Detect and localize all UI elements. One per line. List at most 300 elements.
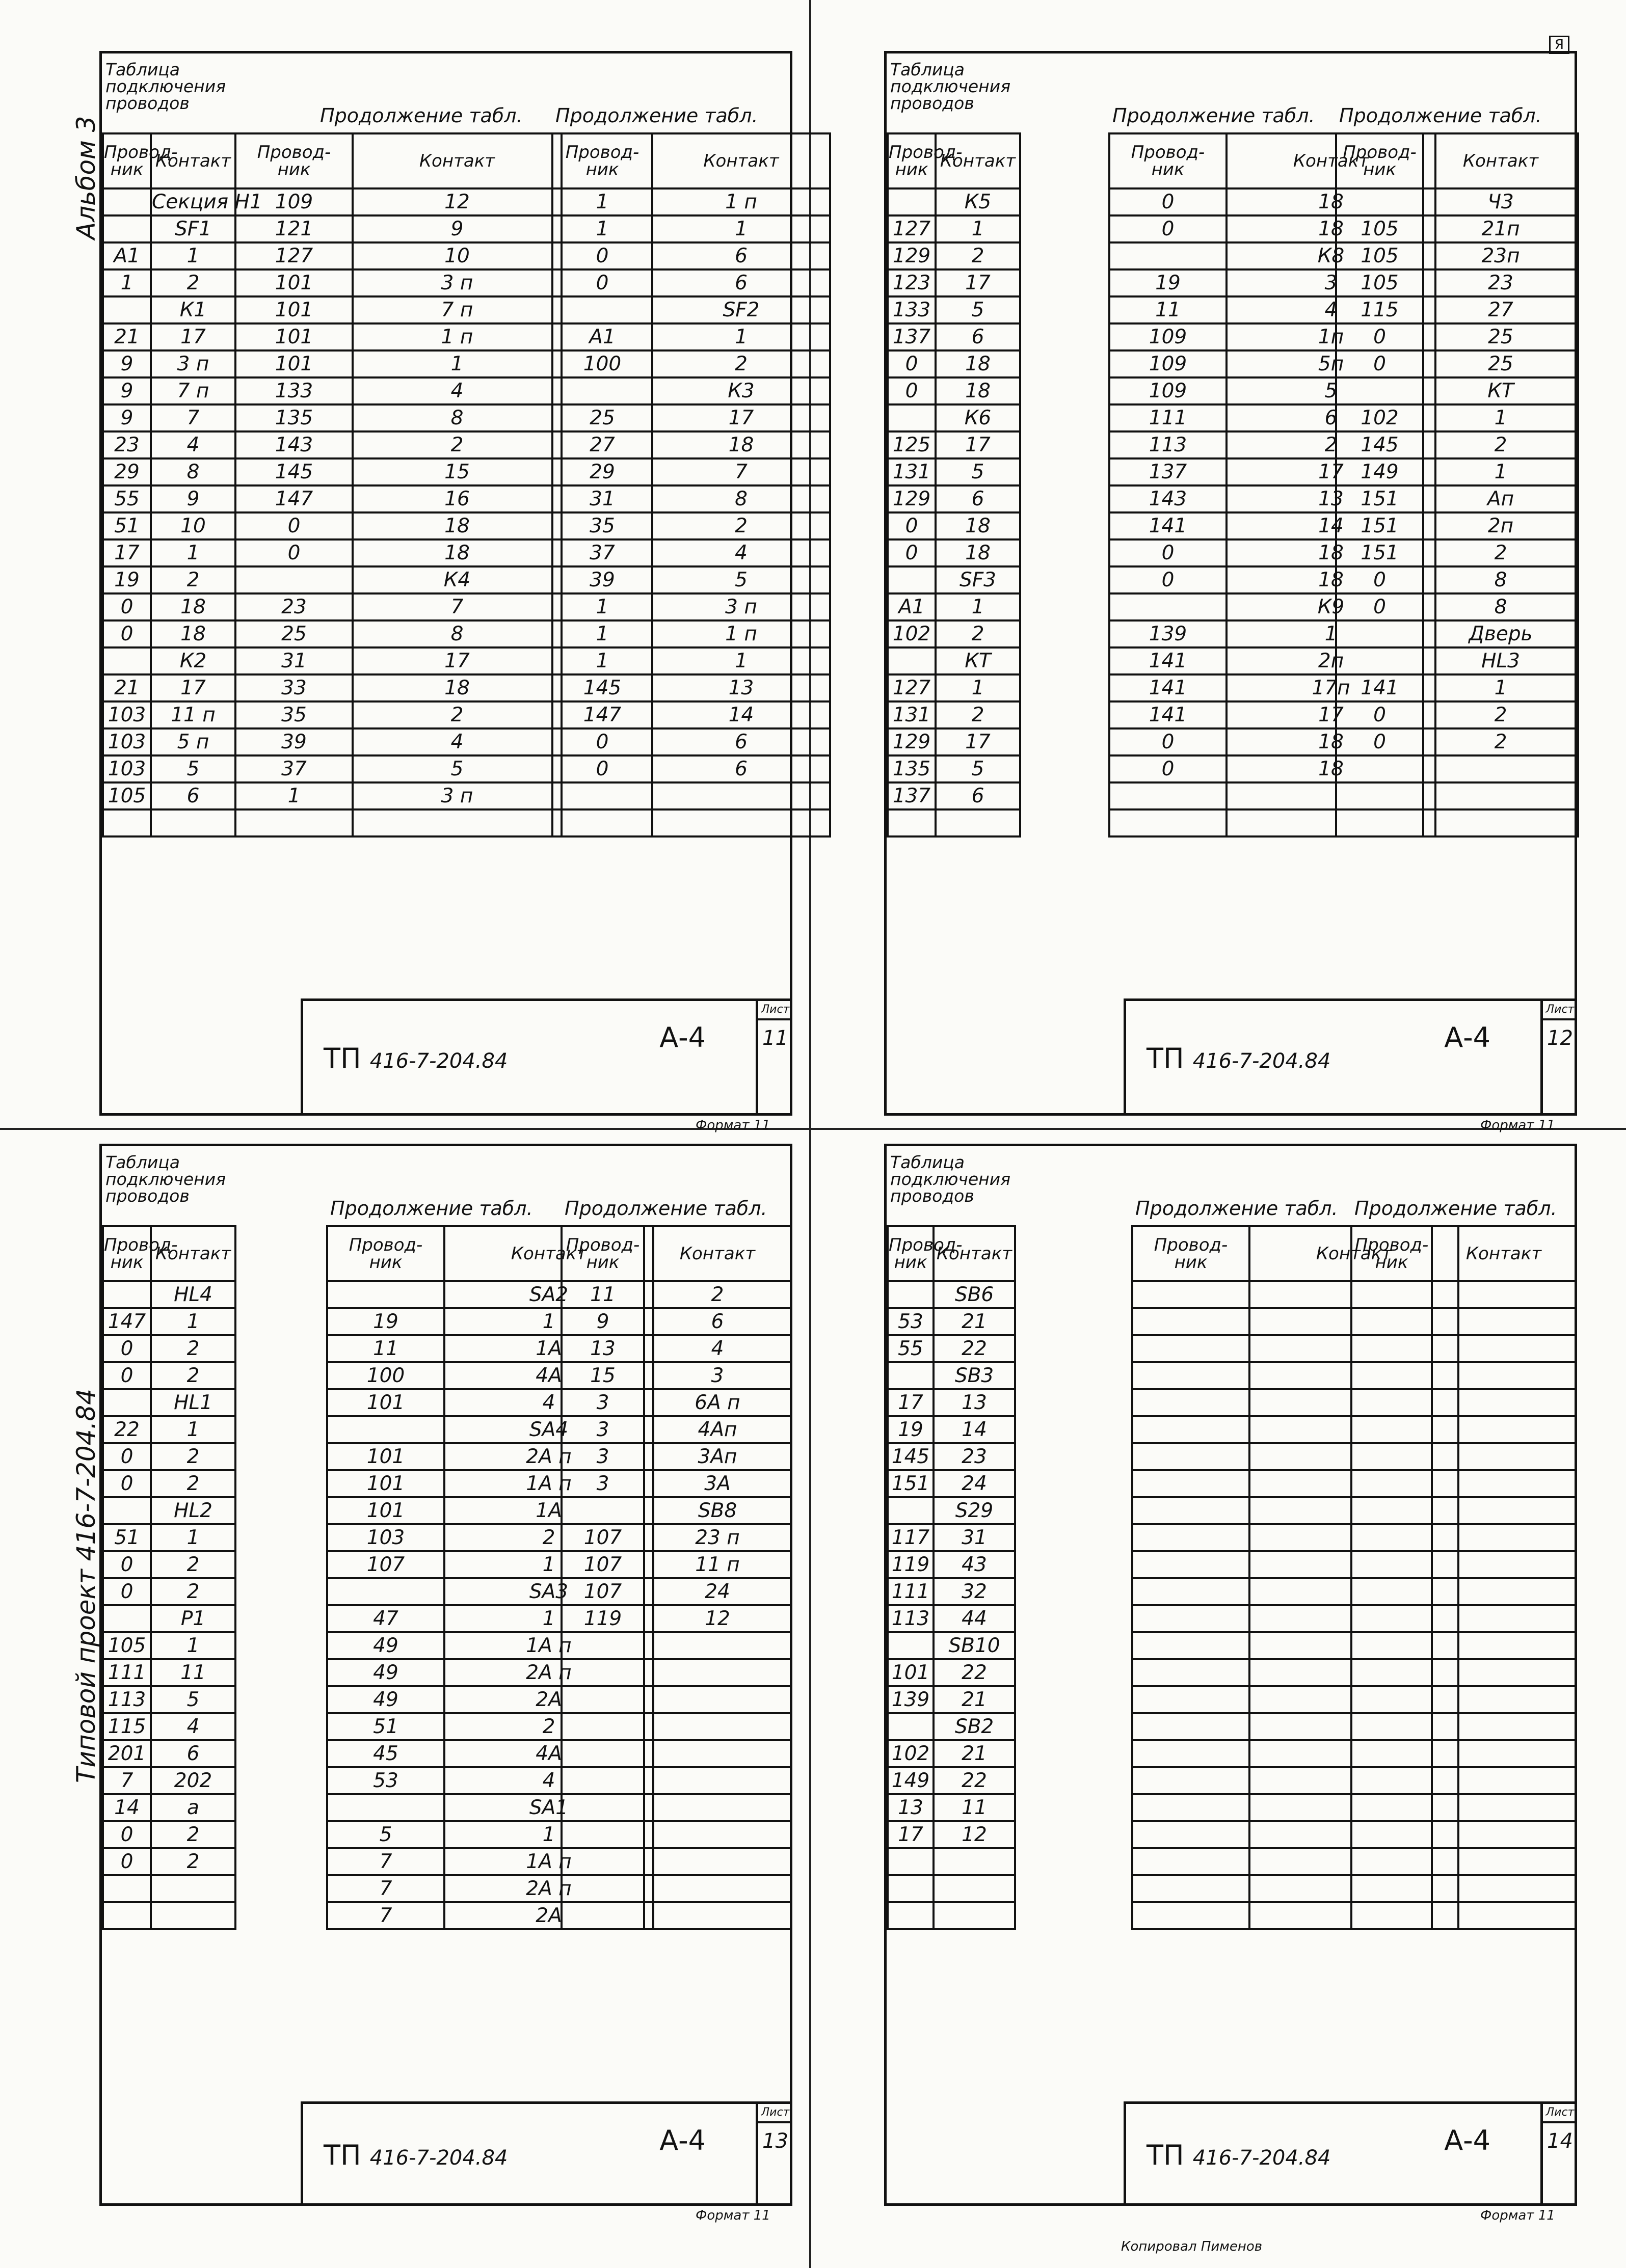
table-row bbox=[103, 377, 235, 404]
wire-cell: 19 bbox=[103, 566, 151, 593]
contact-cell: 2 bbox=[936, 701, 1020, 728]
table-row bbox=[235, 566, 562, 593]
document-code bbox=[1147, 2139, 1330, 2171]
contact-cell: 4 bbox=[353, 728, 562, 755]
contact-cell: 4 bbox=[652, 539, 830, 566]
contact-cell: 9 bbox=[151, 485, 235, 512]
wire-cell: 0 bbox=[1336, 728, 1423, 755]
wire-cell: 111 bbox=[103, 1659, 151, 1686]
table-row bbox=[1336, 404, 1578, 431]
table-row bbox=[1336, 431, 1578, 458]
contact-cell: 14 bbox=[934, 1416, 1015, 1443]
contact-cell: 6 bbox=[936, 782, 1020, 809]
wire-cell: 101 bbox=[235, 296, 353, 323]
table-row bbox=[235, 728, 562, 755]
column-header-wire: Провод- ник bbox=[1132, 1226, 1249, 1281]
wire-cell bbox=[1351, 1578, 1432, 1605]
wire-cell: 101 bbox=[888, 1659, 934, 1686]
wire-cell: 55 bbox=[103, 485, 151, 512]
contact-cell: 15 bbox=[353, 458, 562, 485]
contact-cell: 1 bbox=[151, 1416, 235, 1443]
contact-cell bbox=[1432, 1767, 1576, 1794]
wire-cell: 127 bbox=[888, 215, 936, 242]
contact-cell: 17 bbox=[1227, 458, 1435, 485]
wire-cell: 101 bbox=[327, 1470, 444, 1497]
table-row bbox=[103, 1713, 235, 1740]
contact-cell: 3Ап bbox=[644, 1443, 791, 1470]
wire-cell: 117 bbox=[888, 1524, 934, 1551]
wire-cell: 9 bbox=[103, 377, 151, 404]
section-code: А-4 bbox=[1444, 1021, 1490, 1054]
table-row bbox=[888, 323, 1020, 350]
contact-cell: SB6 bbox=[934, 1281, 1015, 1308]
contact-cell bbox=[151, 809, 235, 836]
table-row bbox=[1351, 1659, 1576, 1686]
wire-cell: 51 bbox=[103, 1524, 151, 1551]
contact-cell: 1 bbox=[444, 1821, 653, 1848]
wire-cell: 3 bbox=[562, 1443, 644, 1470]
table-row bbox=[1351, 1686, 1576, 1713]
contact-cell: 12 bbox=[934, 1821, 1015, 1848]
continuation-title: Продолжение табл. bbox=[330, 1197, 533, 1220]
contact-cell: 1п bbox=[1227, 323, 1435, 350]
table-row bbox=[235, 323, 562, 350]
table-row bbox=[103, 485, 235, 512]
contact-cell: 2п bbox=[1423, 512, 1578, 539]
contact-cell: 3 bbox=[644, 1362, 791, 1389]
wire-cell: 0 bbox=[103, 1470, 151, 1497]
wire-cell bbox=[1336, 755, 1423, 782]
table-row bbox=[1351, 1740, 1576, 1767]
wire-cell: 143 bbox=[1109, 485, 1227, 512]
table-row bbox=[888, 1497, 1015, 1524]
wire-cell bbox=[888, 1902, 934, 1929]
table-row bbox=[888, 296, 1020, 323]
wire-cell: 121 bbox=[235, 215, 353, 242]
table-row bbox=[552, 188, 830, 215]
contact-cell: 1 bbox=[1423, 674, 1578, 701]
contact-cell: 2 bbox=[353, 431, 562, 458]
contact-cell bbox=[1432, 1659, 1576, 1686]
wire-cell: 21 bbox=[103, 674, 151, 701]
table-row bbox=[888, 1767, 1015, 1794]
contact-cell: 1А п bbox=[444, 1632, 653, 1659]
format-label: Формат 11 bbox=[696, 1118, 770, 1133]
wire-cell bbox=[327, 1416, 444, 1443]
contact-cell: 2п bbox=[1227, 647, 1435, 674]
wire-cell: 102 bbox=[1336, 404, 1423, 431]
contact-cell bbox=[1432, 1443, 1576, 1470]
contact-cell: 11 п bbox=[151, 701, 235, 728]
wire-cell: 0 bbox=[103, 620, 151, 647]
wire-cell: 100 bbox=[327, 1362, 444, 1389]
wire-cell: 145 bbox=[235, 458, 353, 485]
table-row bbox=[235, 296, 562, 323]
contact-cell: SF2 bbox=[652, 296, 830, 323]
contact-cell: 2 bbox=[151, 1470, 235, 1497]
sheet-label: Лист bbox=[1543, 1001, 1577, 1020]
contact-cell: 7 bbox=[353, 593, 562, 620]
contact-cell: 43 bbox=[934, 1551, 1015, 1578]
wire-cell bbox=[888, 1875, 934, 1902]
contact-cell: 2 bbox=[1423, 539, 1578, 566]
table-row bbox=[552, 242, 830, 269]
column-header-contact: Контакт bbox=[151, 133, 235, 188]
contact-cell bbox=[1423, 809, 1578, 836]
contact-cell: 14 bbox=[1227, 512, 1435, 539]
wire-cell bbox=[103, 1389, 151, 1416]
table-row bbox=[562, 1632, 791, 1659]
table-title: Таблица подключения проводов bbox=[890, 1152, 1011, 1206]
wire-cell: 19 bbox=[888, 1416, 934, 1443]
table-row bbox=[888, 431, 1020, 458]
contact-cell: 13 bbox=[934, 1389, 1015, 1416]
wire-cell bbox=[1351, 1443, 1432, 1470]
contact-cell: HL2 bbox=[151, 1497, 235, 1524]
wire-cell bbox=[1351, 1389, 1432, 1416]
contact-cell: 2 bbox=[353, 701, 562, 728]
table-row bbox=[103, 1740, 235, 1767]
table-row bbox=[888, 1794, 1015, 1821]
table-row bbox=[103, 701, 235, 728]
contact-cell: SB8 bbox=[644, 1497, 791, 1524]
continuation-title: Продолжение табл. bbox=[1354, 1197, 1557, 1220]
wire-cell: 105 bbox=[103, 1632, 151, 1659]
code-prefix: ТП bbox=[1147, 1042, 1193, 1074]
wire-cell: 127 bbox=[888, 674, 936, 701]
table-row bbox=[562, 1848, 791, 1875]
table-title: Таблица подключения проводов bbox=[890, 60, 1011, 113]
contact-cell bbox=[1432, 1713, 1576, 1740]
wire-cell bbox=[1336, 620, 1423, 647]
table-row bbox=[888, 566, 1020, 593]
wire-cell bbox=[327, 1578, 444, 1605]
table-row bbox=[888, 1848, 1015, 1875]
table-row bbox=[552, 620, 830, 647]
contact-cell bbox=[1432, 1416, 1576, 1443]
wire-cell: 1 bbox=[552, 215, 652, 242]
wire-cell: 0 bbox=[103, 1335, 151, 1362]
wire-cell bbox=[1336, 647, 1423, 674]
table-row bbox=[103, 458, 235, 485]
contact-cell: 1 п bbox=[652, 620, 830, 647]
wire-cell bbox=[1109, 242, 1227, 269]
contact-cell: 5 bbox=[652, 566, 830, 593]
column-header-contact: Контакт bbox=[1432, 1226, 1576, 1281]
wire-cell bbox=[1132, 1821, 1249, 1848]
contact-cell: 5 bbox=[936, 296, 1020, 323]
wire-cell: 37 bbox=[235, 755, 353, 782]
wire-cell: 123 bbox=[888, 269, 936, 296]
table-row bbox=[888, 1362, 1015, 1389]
wire-cell bbox=[1109, 782, 1227, 809]
column-header-contact: Контакт bbox=[936, 133, 1020, 188]
contact-cell: 17 bbox=[151, 674, 235, 701]
wire-cell: 109 bbox=[1109, 377, 1227, 404]
wire-cell: 133 bbox=[888, 296, 936, 323]
contact-cell: 1 п bbox=[652, 188, 830, 215]
contact-cell: К2 bbox=[151, 647, 235, 674]
sheet-number-box bbox=[1540, 1001, 1577, 1116]
table-row bbox=[1351, 1821, 1576, 1848]
contact-cell: 1 bbox=[151, 1308, 235, 1335]
contact-cell: 9 bbox=[353, 215, 562, 242]
wire-cell: 137 bbox=[888, 782, 936, 809]
table-row bbox=[888, 1821, 1015, 1848]
table-row bbox=[562, 1875, 791, 1902]
column-header-wire: Провод- ник bbox=[103, 133, 151, 188]
column-header-contact: Контакт bbox=[353, 133, 562, 188]
wire-cell bbox=[327, 1281, 444, 1308]
contact-cell: 6А п bbox=[644, 1389, 791, 1416]
wire-cell bbox=[888, 566, 936, 593]
contact-cell: 6 bbox=[151, 1740, 235, 1767]
table-row bbox=[888, 1659, 1015, 1686]
wire-cell bbox=[1336, 188, 1423, 215]
column-header-contact: Контакт bbox=[1423, 133, 1578, 188]
contact-cell bbox=[1432, 1686, 1576, 1713]
table-row bbox=[1336, 485, 1578, 512]
contact-cell: 17 bbox=[1227, 701, 1435, 728]
contact-cell: 5 bbox=[936, 755, 1020, 782]
contact-cell: 8 bbox=[1423, 566, 1578, 593]
contact-cell: 2 bbox=[444, 1524, 653, 1551]
contact-cell: 5 bbox=[151, 755, 235, 782]
code-number: 416-7-204.84 bbox=[1192, 1049, 1331, 1073]
document-code bbox=[1147, 1042, 1330, 1074]
contact-cell: 5 bbox=[151, 1686, 235, 1713]
table-row bbox=[562, 1389, 791, 1416]
table-row bbox=[103, 215, 235, 242]
wire-cell bbox=[1351, 1497, 1432, 1524]
contact-cell: SF1 bbox=[151, 215, 235, 242]
contact-cell: 1А bbox=[444, 1335, 653, 1362]
contact-cell bbox=[1432, 1740, 1576, 1767]
wire-cell bbox=[1109, 809, 1227, 836]
table-row bbox=[552, 809, 830, 836]
wire-cell: 141 bbox=[1336, 674, 1423, 701]
column-header-wire: Провод- ник bbox=[888, 133, 936, 188]
contact-cell: 2 bbox=[151, 1848, 235, 1875]
table-row bbox=[103, 1848, 235, 1875]
wire-cell: 151 bbox=[888, 1470, 934, 1497]
contact-cell: 2А п bbox=[444, 1659, 653, 1686]
table-row bbox=[1351, 1416, 1576, 1443]
copy-note: Копировал Пименов bbox=[1121, 2239, 1263, 2254]
table-row bbox=[235, 215, 562, 242]
table-row bbox=[1351, 1497, 1576, 1524]
table-row bbox=[888, 1605, 1015, 1632]
contact-cell: 2 bbox=[936, 242, 1020, 269]
contact-cell: 18 bbox=[1227, 566, 1435, 593]
table-row bbox=[888, 809, 1020, 836]
wire-cell: 113 bbox=[1109, 431, 1227, 458]
contact-cell bbox=[1432, 1605, 1576, 1632]
table-row bbox=[103, 782, 235, 809]
table-row bbox=[103, 809, 235, 836]
contact-cell bbox=[644, 1713, 791, 1740]
wire-cell bbox=[235, 566, 353, 593]
table-row bbox=[103, 674, 235, 701]
wire-cell: А1 bbox=[888, 593, 936, 620]
contact-cell: 2 bbox=[652, 350, 830, 377]
wire-cell: 101 bbox=[235, 269, 353, 296]
table-row bbox=[235, 431, 562, 458]
wire-cell bbox=[1351, 1605, 1432, 1632]
contact-cell bbox=[644, 1902, 791, 1929]
title-stamp bbox=[301, 998, 792, 1116]
wire-cell bbox=[1351, 1335, 1432, 1362]
wire-cell bbox=[1132, 1281, 1249, 1308]
table-row bbox=[888, 512, 1020, 539]
wire-cell: 139 bbox=[1109, 620, 1227, 647]
contact-cell: 1 bbox=[353, 350, 562, 377]
contact-cell: 17 bbox=[936, 269, 1020, 296]
contact-cell bbox=[644, 1632, 791, 1659]
contact-cell: 1 bbox=[652, 323, 830, 350]
wire-cell bbox=[103, 215, 151, 242]
wire-cell bbox=[1132, 1308, 1249, 1335]
contact-cell: 25 bbox=[1423, 323, 1578, 350]
wire-cell: 0 bbox=[1109, 566, 1227, 593]
wire-cell: А1 bbox=[552, 323, 652, 350]
table-row bbox=[562, 1362, 791, 1389]
wire-cell: 29 bbox=[103, 458, 151, 485]
wire-cell: 31 bbox=[235, 647, 353, 674]
table-row bbox=[1336, 296, 1578, 323]
wire-cell: 135 bbox=[888, 755, 936, 782]
document-code bbox=[324, 2139, 508, 2171]
table-row bbox=[235, 404, 562, 431]
contact-cell bbox=[1432, 1497, 1576, 1524]
table-row bbox=[103, 1335, 235, 1362]
contact-cell: 17п bbox=[1227, 674, 1435, 701]
table-row bbox=[1336, 323, 1578, 350]
contact-cell bbox=[934, 1848, 1015, 1875]
contact-cell: 18 bbox=[353, 539, 562, 566]
contact-cell: 21 bbox=[934, 1740, 1015, 1767]
wire-cell: 125 bbox=[888, 431, 936, 458]
table-row bbox=[103, 1794, 235, 1821]
contact-cell: 1А bbox=[444, 1497, 653, 1524]
table-row bbox=[888, 1740, 1015, 1767]
table-row bbox=[235, 485, 562, 512]
table-row bbox=[235, 593, 562, 620]
table-row bbox=[562, 1443, 791, 1470]
wire-cell bbox=[1351, 1848, 1432, 1875]
wire-cell: 23 bbox=[103, 431, 151, 458]
table-row bbox=[552, 755, 830, 782]
wire-cell: 9 bbox=[103, 404, 151, 431]
contact-cell: 8 bbox=[652, 485, 830, 512]
table-row bbox=[888, 1632, 1015, 1659]
wire-cell bbox=[1132, 1902, 1249, 1929]
wire-cell: 29 bbox=[552, 458, 652, 485]
wire-cell bbox=[562, 1902, 644, 1929]
table-row bbox=[1351, 1902, 1576, 1929]
contact-cell: 2 bbox=[151, 1578, 235, 1605]
title-stamp bbox=[1124, 998, 1577, 1116]
wire-cell: 19 bbox=[1109, 269, 1227, 296]
contact-cell: 11 bbox=[934, 1794, 1015, 1821]
contact-cell bbox=[1432, 1281, 1576, 1308]
contact-cell bbox=[353, 809, 562, 836]
table-row bbox=[888, 620, 1020, 647]
table-row bbox=[103, 1470, 235, 1497]
contact-cell bbox=[644, 1659, 791, 1686]
contact-cell: К1 bbox=[151, 296, 235, 323]
wire-cell: 37 bbox=[552, 539, 652, 566]
corner-mark: Я bbox=[1549, 36, 1569, 54]
table-row bbox=[552, 377, 830, 404]
contact-cell bbox=[936, 809, 1020, 836]
sheet-label: Лист bbox=[1543, 2104, 1577, 2123]
contact-cell: 22 bbox=[934, 1659, 1015, 1686]
contact-cell: 32 bbox=[934, 1578, 1015, 1605]
contact-cell: 1А п bbox=[444, 1470, 653, 1497]
wire-cell bbox=[1132, 1578, 1249, 1605]
wire-cell: 3 bbox=[562, 1470, 644, 1497]
contact-cell: 7 bbox=[652, 458, 830, 485]
contact-cell: 18 bbox=[1227, 215, 1435, 242]
table-row bbox=[888, 1389, 1015, 1416]
table-row bbox=[552, 593, 830, 620]
contact-cell bbox=[1423, 782, 1578, 809]
table-row bbox=[888, 674, 1020, 701]
table-row bbox=[103, 1497, 235, 1524]
wire-cell: 14 bbox=[103, 1794, 151, 1821]
contact-cell: SA4 bbox=[444, 1416, 653, 1443]
wire-cell bbox=[1351, 1740, 1432, 1767]
wire-cell bbox=[1336, 782, 1423, 809]
wire-cell: 0 bbox=[1336, 593, 1423, 620]
wire-cell: 17 bbox=[888, 1821, 934, 1848]
table-row bbox=[1336, 458, 1578, 485]
wire-cell bbox=[1132, 1443, 1249, 1470]
contact-cell: 2 bbox=[151, 1443, 235, 1470]
wire-cell bbox=[103, 1281, 151, 1308]
contact-cell: 18 bbox=[1227, 728, 1435, 755]
table-row bbox=[552, 323, 830, 350]
contact-cell: 2 bbox=[644, 1281, 791, 1308]
contact-cell bbox=[1432, 1551, 1576, 1578]
wire-cell bbox=[1351, 1875, 1432, 1902]
wire-cell bbox=[1132, 1389, 1249, 1416]
wire-cell: 137 bbox=[888, 323, 936, 350]
table-row bbox=[888, 1416, 1015, 1443]
contact-cell: 4 bbox=[444, 1767, 653, 1794]
wire-cell: 0 bbox=[103, 1578, 151, 1605]
wire-cell bbox=[1132, 1875, 1249, 1902]
wire-table bbox=[551, 132, 831, 838]
wire-cell: 105 bbox=[1336, 215, 1423, 242]
contact-cell: 6 bbox=[936, 485, 1020, 512]
wire-cell: 33 bbox=[235, 674, 353, 701]
wire-cell bbox=[1132, 1713, 1249, 1740]
contact-cell: SA3 bbox=[444, 1578, 653, 1605]
contact-cell: 6 bbox=[644, 1308, 791, 1335]
wire-cell: 127 bbox=[235, 242, 353, 269]
wire-cell: 111 bbox=[888, 1578, 934, 1605]
table-row bbox=[103, 539, 235, 566]
table-row bbox=[235, 539, 562, 566]
table-row bbox=[562, 1821, 791, 1848]
section-code: А-4 bbox=[1444, 2124, 1490, 2156]
contact-cell: 18 bbox=[936, 512, 1020, 539]
table-row bbox=[552, 404, 830, 431]
wire-cell: 109 bbox=[235, 188, 353, 215]
wire-cell: 0 bbox=[103, 1443, 151, 1470]
